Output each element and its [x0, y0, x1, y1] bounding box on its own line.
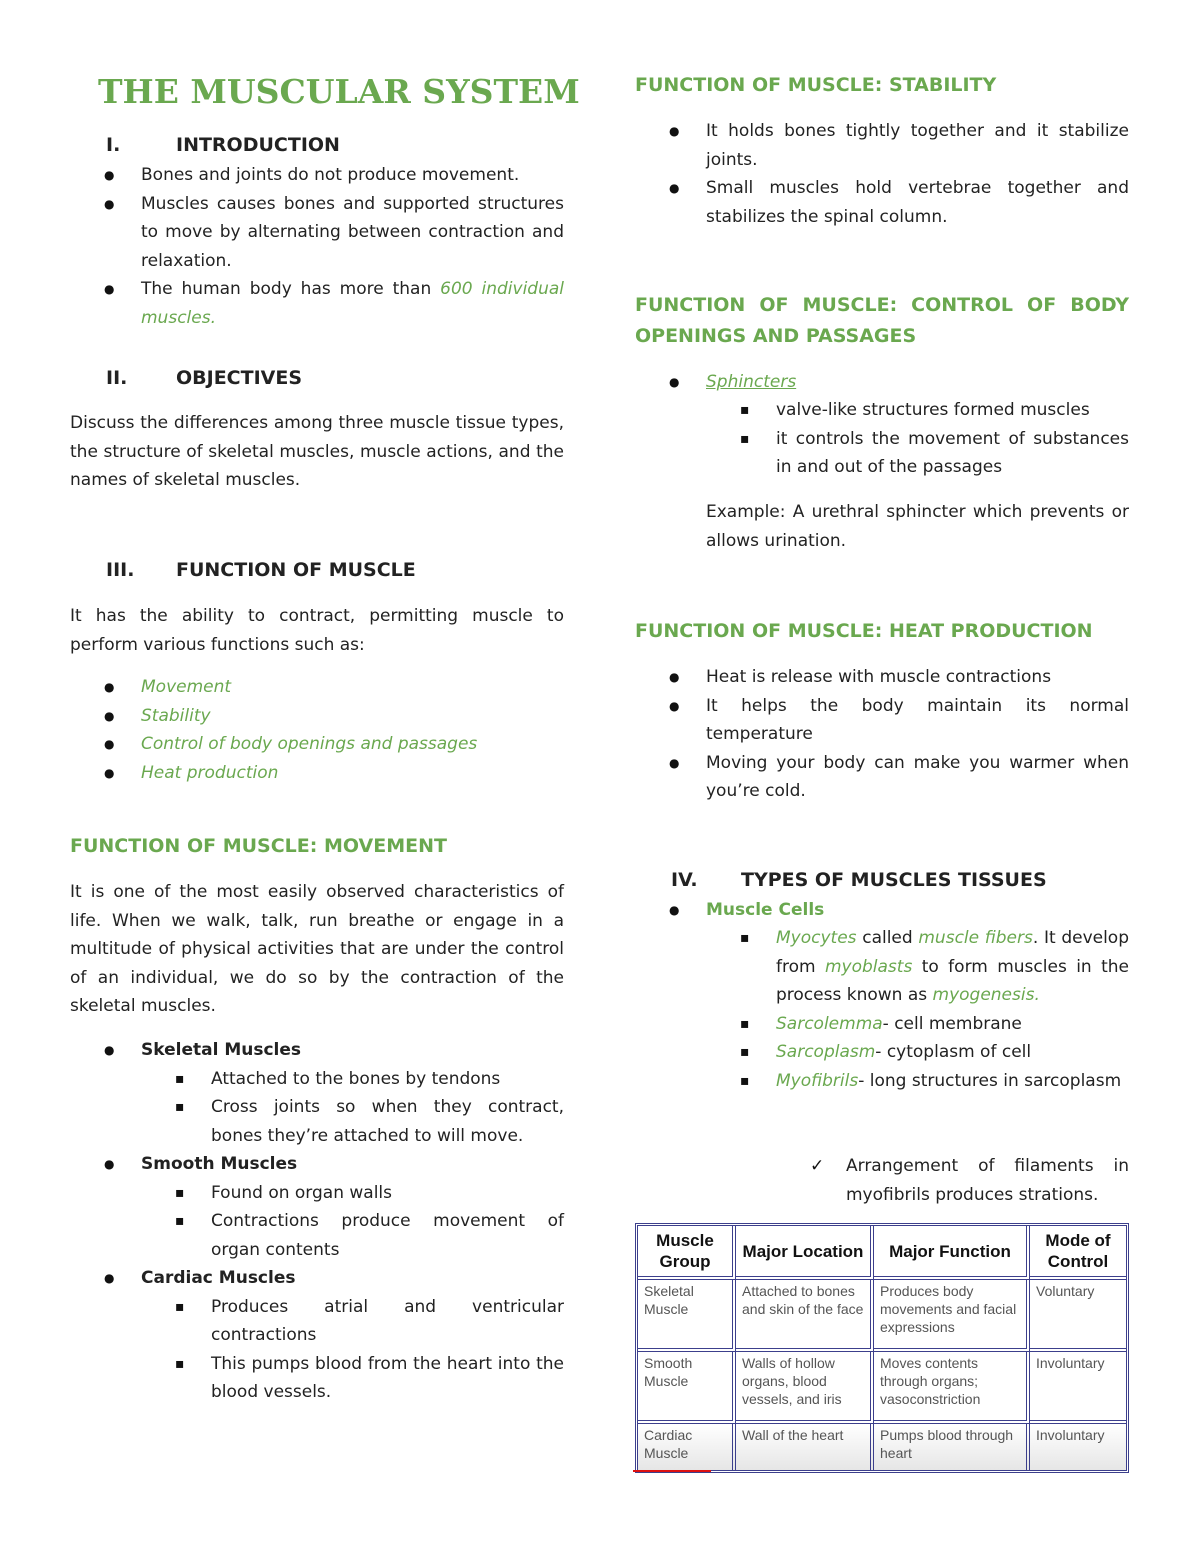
- list-item: ● It helps the body maintain its normal temperature: [635, 692, 1129, 749]
- list-item: ● Moving your body can make you warmer when you’re cold.: [635, 749, 1129, 806]
- list-item: ● Control of body openings and passages: [70, 730, 564, 759]
- myofibril-notes: [635, 1152, 1129, 1209]
- list-item: ● Stability: [70, 702, 564, 731]
- text: called: [856, 928, 919, 948]
- muscle-cells-label: ● Muscle Cells: [635, 896, 1129, 925]
- table-row: [638, 1352, 1126, 1424]
- text: The human body has more than: [141, 279, 441, 299]
- table-cell: Skeletal Muscle: [638, 1280, 736, 1352]
- list-item: ▪ Attached to the bones by tendons: [70, 1065, 564, 1094]
- list-item: ▪ it controls the movement of substances in and out of the passages: [635, 425, 1129, 482]
- text: - long structures in sarcoplasm: [858, 1070, 1122, 1091]
- sphincter-details: [635, 396, 1129, 482]
- list-item: ● Heat production: [70, 759, 564, 788]
- table-cell: Smooth Muscle: [638, 1352, 736, 1424]
- cardiac-muscles-label: ● Cardiac Muscles: [70, 1264, 564, 1293]
- stability-list: [635, 117, 1129, 231]
- section-number: IV.: [671, 869, 698, 891]
- control-list: [635, 368, 1129, 397]
- sphincters-link: ● Sphincters: [635, 368, 1129, 397]
- text: - cytoplasm of cell: [875, 1042, 1032, 1062]
- table-cell: Pumps blood through heart: [874, 1424, 1030, 1470]
- red-underline-mark: [633, 1470, 711, 1472]
- table-cell: Attached to bones and skin of the face: [736, 1280, 874, 1352]
- introduction-list: [70, 161, 564, 332]
- heat-list: [635, 663, 1129, 806]
- section-title: FUNCTION OF MUSCLE: [176, 559, 416, 581]
- list-item: ▪ Produces atrial and ventricular contractions: [70, 1293, 564, 1350]
- movement-heading: FUNCTION OF MUSCLE: MOVEMENT: [70, 835, 447, 857]
- myofibrils-item: [635, 1067, 1129, 1096]
- muscle-cell-details: [635, 924, 1129, 1095]
- term: Myocytes: [776, 928, 857, 948]
- table-cell: Produces body movements and facial expressions: [874, 1280, 1030, 1352]
- highlight-text: 600 individual muscles.: [141, 279, 564, 328]
- list-item: [70, 275, 564, 332]
- table-header-row: [638, 1226, 1126, 1280]
- muscle-types-table: [635, 1223, 1129, 1473]
- text: to form muscles in the process known as: [776, 956, 1129, 1005]
- list-item: ● Movement: [70, 673, 564, 702]
- text: - cell membrane: [882, 1013, 1022, 1034]
- term: myoblasts: [824, 956, 913, 977]
- muscle-types-list: [70, 1036, 564, 1407]
- list-item: ▪ Found on organ walls: [70, 1179, 564, 1208]
- table-row: [638, 1424, 1126, 1470]
- function-text: It has the ability to contract, permitting muscle to perform various functions such as:: [70, 606, 564, 655]
- movement-text: It is one of the most easily observed characteristics of life. When we walk, talk, run breathe or engage in a multitude of physical activities that are under the control of an individual, we do so by the contraction of the skeletal muscles.: [70, 882, 564, 1016]
- list-item: ● Bones and joints do not produce movement.: [70, 161, 564, 190]
- term: Myofibrils: [776, 1070, 859, 1091]
- table-cell: Cardiac Muscle: [638, 1424, 736, 1470]
- control-example: Example: A urethral sphincter which prevents or allows urination.: [706, 502, 1129, 551]
- section-title: INTRODUCTION: [176, 134, 340, 156]
- term: Sarcoplasm: [776, 1042, 876, 1062]
- sarcoplasm-item: [635, 1038, 1129, 1067]
- column-header: Muscle Group: [638, 1226, 736, 1280]
- section-title: TYPES OF MUSCLES TISSUES: [741, 869, 1047, 891]
- section-number: II.: [106, 367, 128, 389]
- section-title: OBJECTIVES: [176, 367, 303, 389]
- skeletal-muscles-label: ● Skeletal Muscles: [70, 1036, 564, 1065]
- table-cell: Walls of hollow organs, blood vessels, and iris: [736, 1352, 874, 1424]
- column-header: Major Location: [736, 1226, 874, 1280]
- stability-heading: FUNCTION OF MUSCLE: STABILITY: [635, 74, 997, 96]
- term: Sarcolemma: [776, 1013, 883, 1034]
- smooth-muscles-label: ● Smooth Muscles: [70, 1150, 564, 1179]
- table-cell: Involuntary: [1030, 1352, 1126, 1424]
- objectives-text: Discuss the differences among three muscle tissue types, the structure of skeletal muscles, muscle actions, and the names of skeletal muscles.: [70, 413, 564, 490]
- text: . It develop from: [776, 928, 1129, 977]
- term: myogenesis.: [932, 985, 1040, 1005]
- column-header: Major Function: [874, 1226, 1030, 1280]
- list-item: ▪ This pumps blood from the heart into the blood vessels.: [70, 1350, 564, 1407]
- section-number: I.: [106, 134, 121, 156]
- list-item: ▪ Contractions produce movement of organ contents: [70, 1207, 564, 1264]
- list-item: ▪ valve-like structures formed muscles: [635, 396, 1129, 425]
- heat-heading: FUNCTION OF MUSCLE: HEAT PRODUCTION: [635, 620, 1093, 642]
- list-item: ● Muscles causes bones and supported structures to move by alternating between contraction and relaxation.: [70, 190, 564, 276]
- table-cell: Wall of the heart: [736, 1424, 874, 1470]
- function-list: [70, 673, 564, 787]
- column-header: Mode of Control: [1030, 1226, 1126, 1280]
- types-list: [635, 896, 1129, 925]
- page-title: THE MUSCULAR SYSTEM: [98, 72, 580, 111]
- table-cell: Voluntary: [1030, 1280, 1126, 1352]
- table-row: [638, 1280, 1126, 1352]
- check-item: ✓ Arrangement of filaments in myofibrils produces strations.: [635, 1152, 1129, 1209]
- sarcolemma-item: [635, 1010, 1129, 1039]
- control-heading: FUNCTION OF MUSCLE: CONTROL OF BODY OPENINGS AND PASSAGES: [635, 294, 1129, 347]
- list-item: ● Small muscles hold vertebrae together and stabilizes the spinal column.: [635, 174, 1129, 231]
- table-cell: Involuntary: [1030, 1424, 1126, 1470]
- list-item: ● It holds bones tightly together and it stabilize joints.: [635, 117, 1129, 174]
- myocytes-item: [635, 924, 1129, 1010]
- list-item: ● Heat is release with muscle contractions: [635, 663, 1129, 692]
- table-cell: Moves contents through organs; vasoconstriction: [874, 1352, 1030, 1424]
- section-number: III.: [106, 559, 135, 581]
- list-item: ▪ Cross joints so when they contract, bones they’re attached to will move.: [70, 1093, 564, 1150]
- term: muscle fibers: [918, 928, 1033, 948]
